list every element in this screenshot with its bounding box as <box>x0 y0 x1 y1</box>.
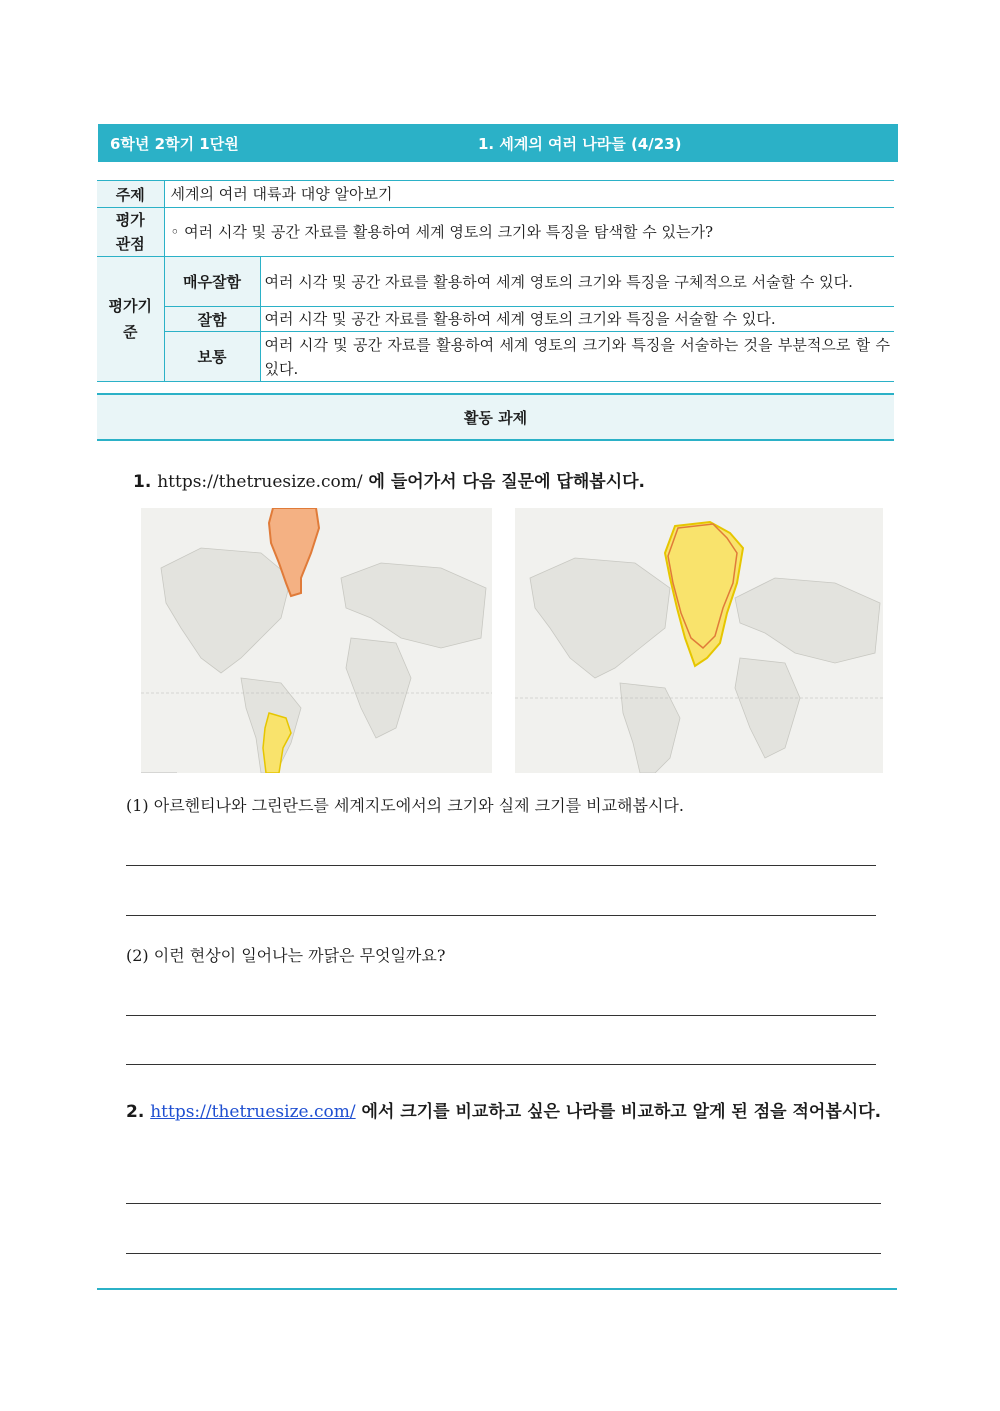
answer-line[interactable] <box>126 1203 881 1204</box>
topic-label: 주제 <box>97 181 164 208</box>
world-map-right <box>515 508 883 773</box>
view-label: 평가 관점 <box>97 208 164 257</box>
activity-title: 활동 과제 <box>97 393 894 441</box>
question-text: 에서 크기를 비교하고 싶은 나라를 비교하고 알게 된 점을 적어봅시다. <box>355 1102 882 1122</box>
question-number: 2. <box>126 1102 145 1122</box>
footer-divider <box>97 1288 897 1290</box>
question-1 <box>133 467 645 492</box>
answer-line[interactable] <box>126 865 876 866</box>
level-name: 매우잘함 <box>164 257 260 307</box>
lesson-title: 1. 세계의 여러 나라들 (4/23) <box>478 134 682 153</box>
answer-line[interactable] <box>126 915 876 916</box>
level-name: 보통 <box>164 332 260 382</box>
answer-line[interactable] <box>126 1015 876 1016</box>
view-value: ◦ 여러 시각 및 공간 자료를 활용하여 세계 영토의 크기와 특징을 탐색할 수 있는가? <box>164 208 894 257</box>
level-text: 여러 시각 및 공간 자료를 활용하여 세계 영토의 크기와 특징을 서술하는 것을 부분적으로 할 수 있다. <box>260 332 894 382</box>
world-map-left <box>141 508 492 773</box>
topic-value: 세계의 여러 대륙과 대양 알아보기 <box>164 181 894 208</box>
sub-question-1: (1) 아르헨티나와 그린란드를 세계지도에서의 크기와 실제 크기를 비교해봅시다. <box>126 796 684 815</box>
evaluation-table <box>97 180 894 382</box>
level-text: 여러 시각 및 공간 자료를 활용하여 세계 영토의 크기와 특징을 구체적으로 서술할 수 있다. <box>260 257 894 307</box>
question-number: 1. <box>133 472 152 492</box>
sub-question-2: (2) 이런 현상이 일어나는 까닭은 무엇일까요? <box>126 946 446 965</box>
answer-line[interactable] <box>126 1253 881 1254</box>
level-text: 여러 시각 및 공간 자료를 활용하여 세계 영토의 크기와 특징을 서술할 수 있다. <box>260 307 894 332</box>
answer-line[interactable] <box>126 1064 876 1065</box>
level-name: 잘함 <box>164 307 260 332</box>
criteria-label: 평가기 준 <box>97 257 164 382</box>
question-url: https://thetruesize.com/ <box>157 472 363 492</box>
unit-header <box>98 124 898 162</box>
question-url-link[interactable]: https://thetruesize.com/ <box>150 1102 356 1122</box>
unit-label: 6학년 2학기 1단원 <box>110 134 239 153</box>
question-2 <box>126 1097 886 1127</box>
question-text: 에 들어가서 다음 질문에 답해봅시다. <box>362 472 646 492</box>
